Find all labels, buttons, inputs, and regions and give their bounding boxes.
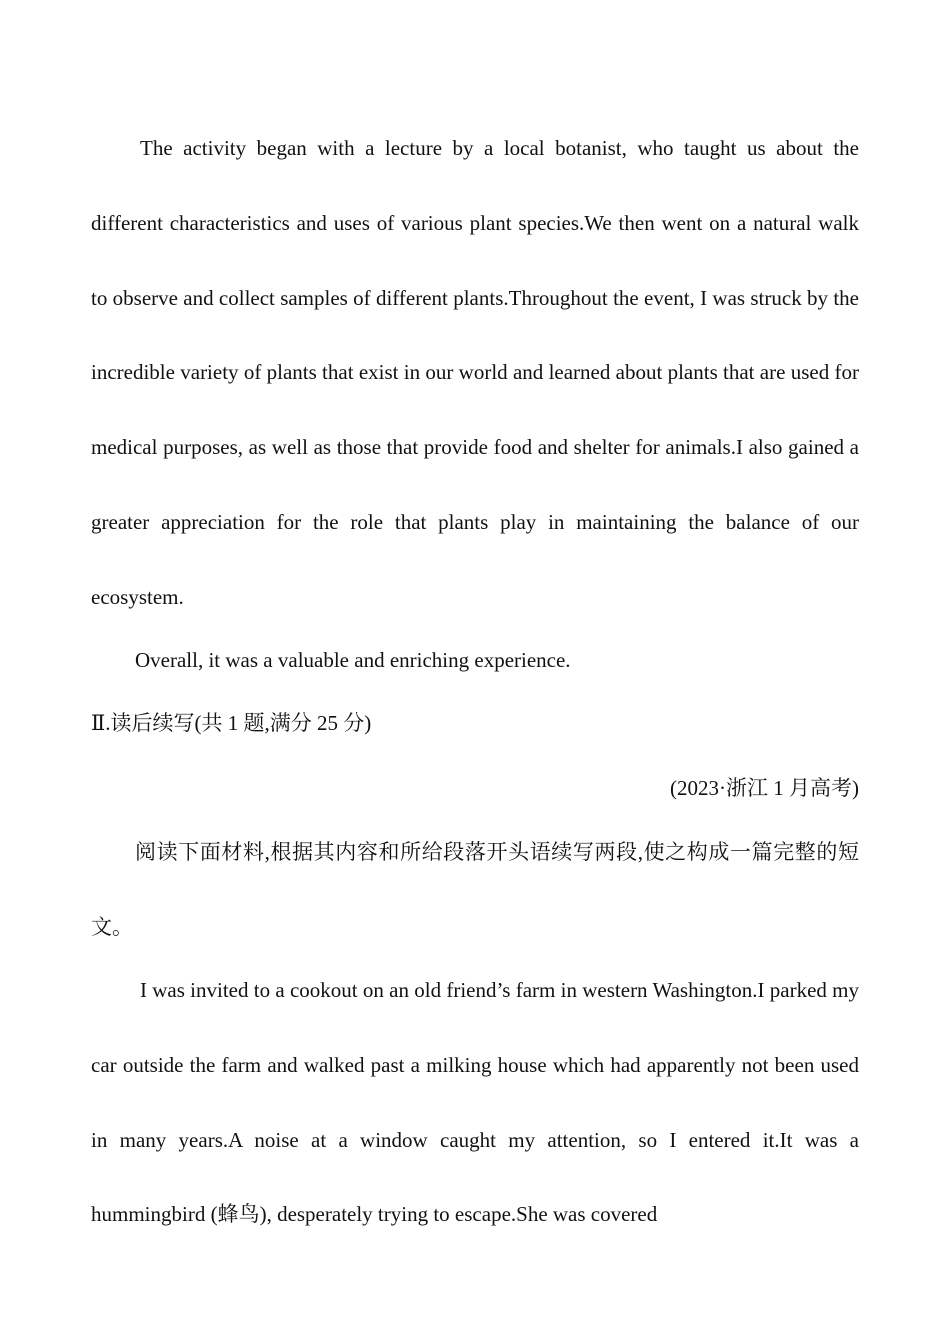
task-instruction: 阅读下面材料,根据其内容和所给段落开头语续写两段,使之构成一篇完整的短文。 [91,840,859,939]
essay-paragraph-overall: Overall, it was a valuable and enriching experience. [135,648,571,672]
story-paragraph: I was invited to a cookout on an old friend’s farm in western Washington.I parked my car outside the farm and walked past a milking house which had apparently not been used in many years.A noise at a window caught my attention, so I entered it.It was a hummingbird (蜂鸟), desperately trying to escape.She was covered [91,978,859,1227]
essay-paragraph-activity: The activity began with a lecture by a local botanist, who taught us about the different characteristics and uses of various plant species.We then went on a natural walk to observe and collect samples of different plants.Throughout the event, I was struck by the incredible variety of plants that exist in our world and learned about plants that are used for medical purposes, as well as those that provide food and shelter for animals.I also gained a greater appreciation for the role that plants play in maintaining the balance of our ecosystem. [91,136,859,609]
question-source: (2023·浙江 1 月高考) [670,776,859,800]
section-heading: Ⅱ.读后续写(共 1 题,满分 25 分) [91,711,372,735]
